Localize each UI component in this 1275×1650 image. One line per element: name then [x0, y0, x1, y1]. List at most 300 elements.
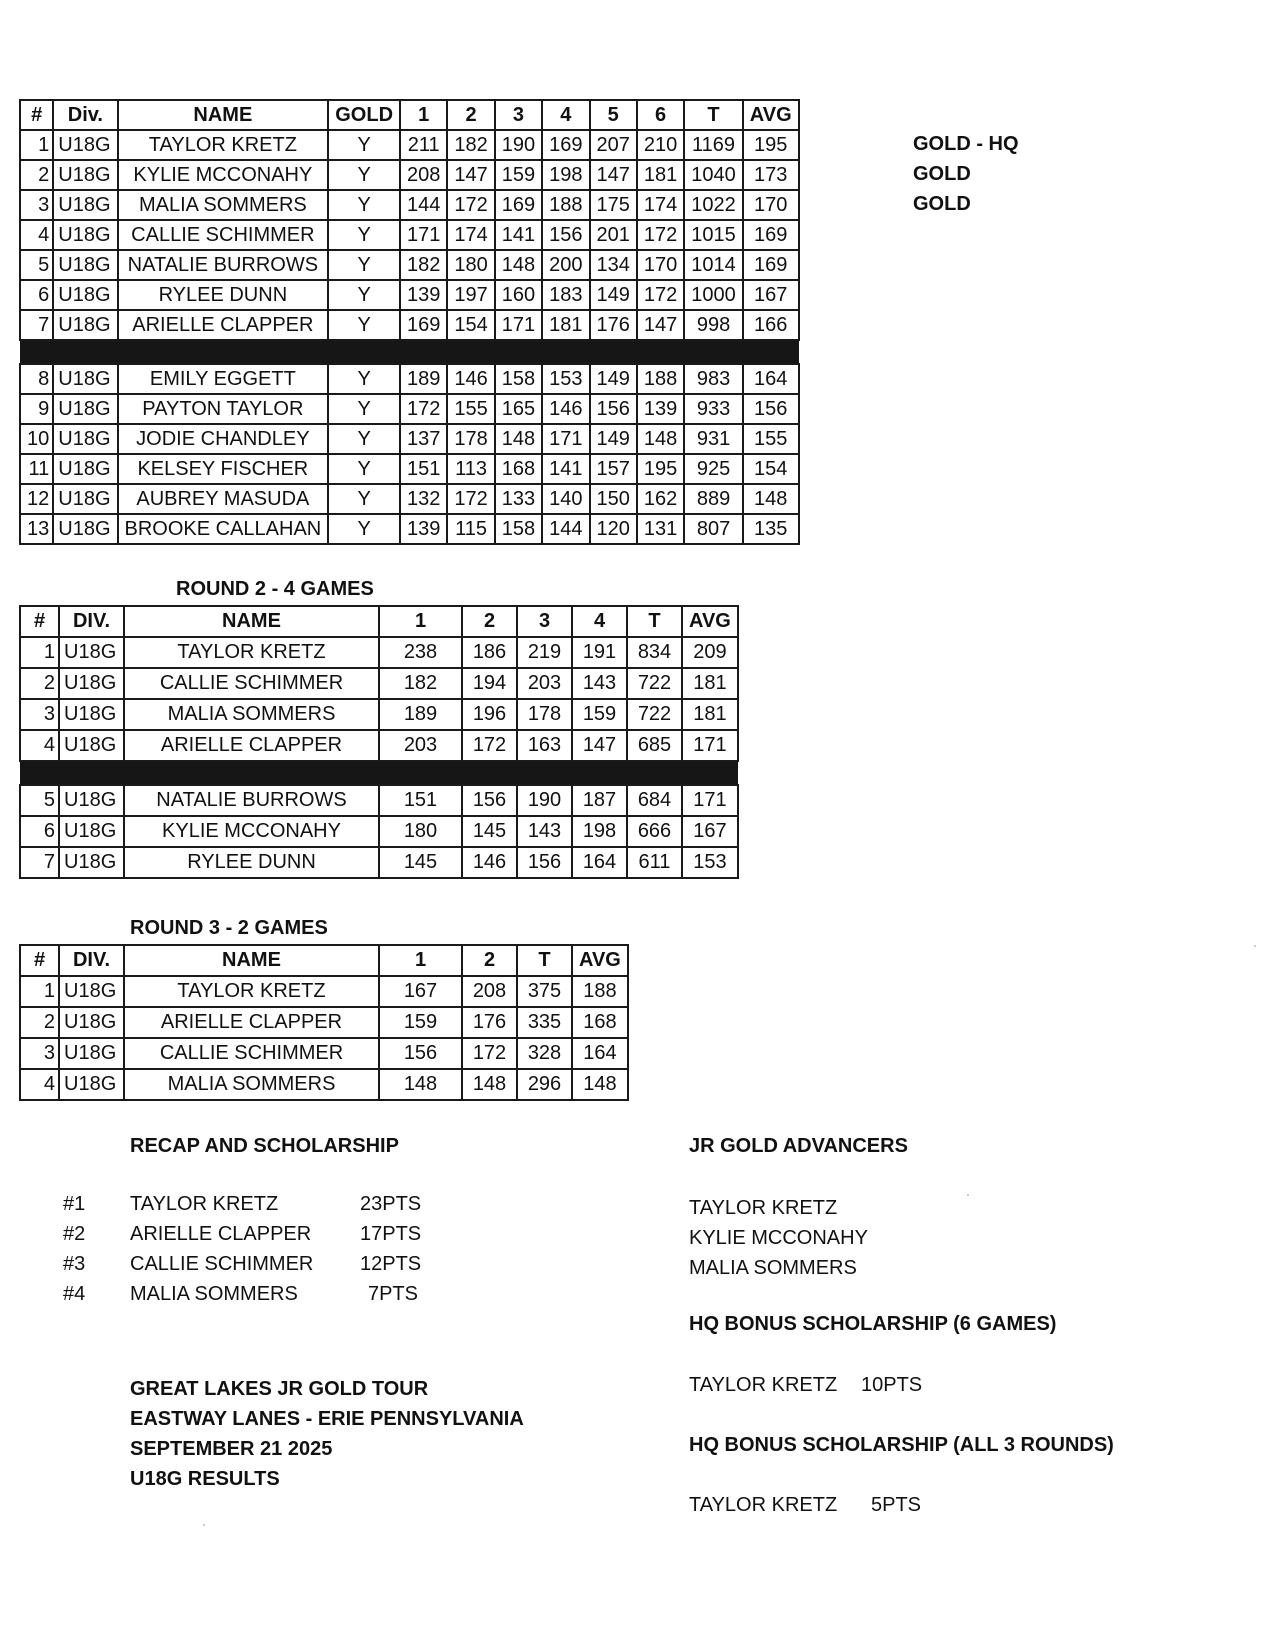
- game-score-cell: 187: [572, 785, 627, 816]
- game-score-cell: 203: [379, 730, 462, 761]
- recap-points: 17PTS: [360, 1223, 422, 1245]
- rank-cell: 7: [20, 847, 59, 878]
- game-score-cell: 140: [542, 484, 589, 514]
- table-row: [20, 364, 799, 394]
- col-header-gold: GOLD: [328, 100, 400, 130]
- game-score-cell: 156: [379, 1038, 462, 1069]
- game-score-cell: 144: [542, 514, 589, 544]
- advancer-item: TAYLOR KRETZ: [689, 1197, 838, 1219]
- game-score-cell: 188: [637, 364, 684, 394]
- game-score-cell: 178: [447, 424, 494, 454]
- average-cell: 167: [743, 280, 799, 310]
- gold-cell: Y: [328, 310, 400, 340]
- recap-points: 23PTS: [360, 1193, 422, 1215]
- average-cell: 148: [572, 1069, 628, 1100]
- round2-table: [19, 605, 739, 879]
- gold-cell: Y: [328, 394, 400, 424]
- total-cell: 889: [684, 484, 743, 514]
- game-score-cell: 164: [572, 847, 627, 878]
- average-cell: 135: [743, 514, 799, 544]
- name-cell: KELSEY FISCHER: [118, 454, 329, 484]
- game-score-cell: 148: [379, 1069, 462, 1100]
- game-score-cell: 132: [400, 484, 447, 514]
- total-cell: 684: [627, 785, 682, 816]
- division-cell: U18G: [53, 424, 117, 454]
- average-cell: 169: [743, 220, 799, 250]
- rank-cell: 5: [20, 250, 53, 280]
- round2-body: [20, 637, 738, 878]
- rank-cell: 1: [20, 637, 59, 668]
- col-header-rank: #: [20, 606, 59, 637]
- name-cell: CALLIE SCHIMMER: [124, 1038, 379, 1069]
- name-cell: ARIELLE CLAPPER: [118, 310, 329, 340]
- hq-bonus-6-title: HQ BONUS SCHOLARSHIP (6 GAMES): [689, 1313, 1057, 1335]
- event-division: U18G RESULTS: [130, 1468, 280, 1490]
- game-score-cell: 182: [379, 668, 462, 699]
- game-score-cell: 162: [637, 484, 684, 514]
- average-cell: 168: [572, 1007, 628, 1038]
- game-score-cell: 147: [637, 310, 684, 340]
- name-cell: TAYLOR KRETZ: [124, 637, 379, 668]
- col-header-name: NAME: [124, 606, 379, 637]
- rank-cell: 2: [20, 668, 59, 699]
- game-score-cell: 182: [447, 130, 494, 160]
- game-score-cell: 188: [542, 190, 589, 220]
- game-score-cell: 148: [462, 1069, 517, 1100]
- gold-cell: Y: [328, 160, 400, 190]
- game-score-cell: 113: [447, 454, 494, 484]
- average-cell: 167: [682, 816, 738, 847]
- rank-cell: 10: [20, 424, 53, 454]
- game-score-cell: 134: [590, 250, 637, 280]
- hq-bonus-all-title: HQ BONUS SCHOLARSHIP (ALL 3 ROUNDS): [689, 1434, 1114, 1456]
- col-header-rank: #: [20, 100, 53, 130]
- game-score-cell: 167: [379, 976, 462, 1007]
- hq-bonus-6-points: 10PTS: [861, 1374, 923, 1396]
- game-score-cell: 171: [495, 310, 542, 340]
- scan-speck: [967, 1194, 969, 1196]
- game-score-cell: 168: [495, 454, 542, 484]
- table-row: [20, 699, 738, 730]
- average-cell: 169: [743, 250, 799, 280]
- game-score-cell: 208: [462, 976, 517, 1007]
- col-header-total: T: [684, 100, 743, 130]
- game-score-cell: 120: [590, 514, 637, 544]
- division-cell: U18G: [53, 394, 117, 424]
- game-score-cell: 146: [447, 364, 494, 394]
- division-cell: U18G: [53, 364, 117, 394]
- game-score-cell: 169: [495, 190, 542, 220]
- game-score-cell: 183: [542, 280, 589, 310]
- rank-cell: 4: [20, 1069, 59, 1100]
- recap-name: TAYLOR KRETZ: [130, 1193, 279, 1215]
- round1-body: [20, 130, 799, 544]
- game-score-cell: 219: [517, 637, 572, 668]
- average-cell: 153: [682, 847, 738, 878]
- division-cell: U18G: [59, 1038, 124, 1069]
- division-cell: U18G: [53, 220, 117, 250]
- game-score-cell: 181: [637, 160, 684, 190]
- cutline-bar: [20, 761, 738, 785]
- rank-cell: 2: [20, 160, 53, 190]
- col-header-avg: AVG: [572, 945, 628, 976]
- rank-cell: 11: [20, 454, 53, 484]
- scan-speck: [203, 1524, 205, 1526]
- round3-header-row: [20, 945, 628, 976]
- name-cell: CALLIE SCHIMMER: [118, 220, 329, 250]
- total-cell: 1000: [684, 280, 743, 310]
- name-cell: TAYLOR KRETZ: [124, 976, 379, 1007]
- name-cell: RYLEE DUNN: [124, 847, 379, 878]
- total-cell: 925: [684, 454, 743, 484]
- table-row: [20, 454, 799, 484]
- game-score-cell: 147: [590, 160, 637, 190]
- game-score-cell: 137: [400, 424, 447, 454]
- recap-points: 7PTS: [367, 1283, 418, 1305]
- game-score-cell: 165: [495, 394, 542, 424]
- total-cell: 722: [627, 699, 682, 730]
- col-header-game2: 2: [462, 945, 517, 976]
- recap-name: MALIA SOMMERS: [130, 1283, 298, 1305]
- total-cell: 375: [517, 976, 572, 1007]
- division-cell: U18G: [53, 250, 117, 280]
- table-row: [20, 220, 799, 250]
- total-cell: 1040: [684, 160, 743, 190]
- gold-cell: Y: [328, 364, 400, 394]
- round1-header-row: [20, 100, 799, 130]
- cutline-separator: [20, 340, 799, 364]
- game-score-cell: 148: [495, 424, 542, 454]
- game-score-cell: 191: [572, 637, 627, 668]
- average-cell: 154: [743, 454, 799, 484]
- gold-cell: Y: [328, 280, 400, 310]
- game-score-cell: 208: [400, 160, 447, 190]
- name-cell: MALIA SOMMERS: [118, 190, 329, 220]
- average-cell: 170: [743, 190, 799, 220]
- round2-header-row: [20, 606, 738, 637]
- game-score-cell: 190: [495, 130, 542, 160]
- rank-cell: 3: [20, 190, 53, 220]
- round3-body: [20, 976, 628, 1100]
- col-header-name: NAME: [124, 945, 379, 976]
- game-score-cell: 159: [572, 699, 627, 730]
- hq-bonus-6-name: TAYLOR KRETZ: [689, 1374, 838, 1396]
- col-header-avg: AVG: [682, 606, 738, 637]
- game-score-cell: 207: [590, 130, 637, 160]
- table-row: [20, 190, 799, 220]
- division-cell: U18G: [53, 280, 117, 310]
- total-cell: 722: [627, 668, 682, 699]
- game-score-cell: 181: [542, 310, 589, 340]
- game-score-cell: 156: [542, 220, 589, 250]
- game-score-cell: 148: [637, 424, 684, 454]
- rank-cell: 4: [20, 220, 53, 250]
- total-cell: 834: [627, 637, 682, 668]
- table-row: [20, 668, 738, 699]
- division-cell: U18G: [53, 190, 117, 220]
- game-score-cell: 158: [495, 364, 542, 394]
- average-cell: 173: [743, 160, 799, 190]
- advancers-title: JR GOLD ADVANCERS: [689, 1135, 908, 1157]
- total-cell: 611: [627, 847, 682, 878]
- table-row: [20, 424, 799, 454]
- game-score-cell: 143: [517, 816, 572, 847]
- rank-cell: 3: [20, 699, 59, 730]
- recap-title: RECAP AND SCHOLARSHIP: [130, 1135, 399, 1157]
- name-cell: TAYLOR KRETZ: [118, 130, 329, 160]
- game-score-cell: 158: [495, 514, 542, 544]
- hq-bonus-all-points: 5PTS: [871, 1494, 922, 1516]
- recap-name: CALLIE SCHIMMER: [130, 1253, 314, 1275]
- game-score-cell: 163: [517, 730, 572, 761]
- game-score-cell: 145: [462, 816, 517, 847]
- game-score-cell: 151: [400, 454, 447, 484]
- game-score-cell: 150: [590, 484, 637, 514]
- division-cell: U18G: [59, 847, 124, 878]
- table-row: [20, 250, 799, 280]
- game-score-cell: 156: [517, 847, 572, 878]
- col-header-name: NAME: [118, 100, 329, 130]
- game-score-cell: 151: [379, 785, 462, 816]
- division-cell: U18G: [53, 484, 117, 514]
- game-score-cell: 180: [447, 250, 494, 280]
- game-score-cell: 172: [447, 484, 494, 514]
- division-cell: U18G: [53, 310, 117, 340]
- col-header-total: T: [517, 945, 572, 976]
- game-score-cell: 190: [517, 785, 572, 816]
- rank-cell: 8: [20, 364, 53, 394]
- advancer-item: KYLIE MCCONAHY: [689, 1227, 868, 1249]
- average-cell: 164: [572, 1038, 628, 1069]
- name-cell: PAYTON TAYLOR: [118, 394, 329, 424]
- game-score-cell: 189: [400, 364, 447, 394]
- table-row: [20, 847, 738, 878]
- name-cell: NATALIE BURROWS: [118, 250, 329, 280]
- game-score-cell: 172: [637, 280, 684, 310]
- col-header-div: Div.: [53, 100, 117, 130]
- average-cell: 181: [682, 699, 738, 730]
- game-score-cell: 201: [590, 220, 637, 250]
- scan-speck: [1254, 945, 1256, 947]
- rank-cell: 13: [20, 514, 53, 544]
- name-cell: JODIE CHANDLEY: [118, 424, 329, 454]
- col-header-div: DIV.: [59, 606, 124, 637]
- game-score-cell: 238: [379, 637, 462, 668]
- game-score-cell: 170: [637, 250, 684, 280]
- col-header-game2: 2: [462, 606, 517, 637]
- col-header-game1: 1: [379, 945, 462, 976]
- table-row: [20, 160, 799, 190]
- name-cell: MALIA SOMMERS: [124, 1069, 379, 1100]
- rank-cell: 7: [20, 310, 53, 340]
- game-score-cell: 210: [637, 130, 684, 160]
- game-score-cell: 176: [590, 310, 637, 340]
- cutline-bar: [20, 340, 799, 364]
- game-score-cell: 172: [637, 220, 684, 250]
- division-cell: U18G: [59, 976, 124, 1007]
- division-cell: U18G: [53, 160, 117, 190]
- table-row: [20, 484, 799, 514]
- average-cell: 148: [743, 484, 799, 514]
- table-row: [20, 310, 799, 340]
- game-score-cell: 178: [517, 699, 572, 730]
- game-score-cell: 147: [447, 160, 494, 190]
- division-cell: U18G: [59, 816, 124, 847]
- rank-cell: 4: [20, 730, 59, 761]
- game-score-cell: 144: [400, 190, 447, 220]
- game-score-cell: 172: [462, 730, 517, 761]
- average-cell: 171: [682, 785, 738, 816]
- col-header-game2: 2: [447, 100, 494, 130]
- table-row: [20, 1007, 628, 1038]
- gold-cell: Y: [328, 220, 400, 250]
- gold-cell: Y: [328, 484, 400, 514]
- average-cell: 209: [682, 637, 738, 668]
- division-cell: U18G: [53, 514, 117, 544]
- gold-cell: Y: [328, 424, 400, 454]
- table-row: [20, 785, 738, 816]
- game-score-cell: 156: [590, 394, 637, 424]
- recap-points: 12PTS: [360, 1253, 422, 1275]
- game-score-cell: 147: [572, 730, 627, 761]
- game-score-cell: 149: [590, 280, 637, 310]
- gold-cell: Y: [328, 514, 400, 544]
- table-row: [20, 816, 738, 847]
- event-venue: EASTWAY LANES - ERIE PENNSYLVANIA: [130, 1408, 524, 1430]
- game-score-cell: 156: [462, 785, 517, 816]
- game-score-cell: 203: [517, 668, 572, 699]
- total-cell: 931: [684, 424, 743, 454]
- gold-cell: Y: [328, 454, 400, 484]
- total-cell: 983: [684, 364, 743, 394]
- game-score-cell: 143: [572, 668, 627, 699]
- table-row: [20, 637, 738, 668]
- game-score-cell: 146: [542, 394, 589, 424]
- rank-cell: 2: [20, 1007, 59, 1038]
- col-header-game1: 1: [400, 100, 447, 130]
- division-cell: U18G: [59, 637, 124, 668]
- round3-table: [19, 944, 629, 1101]
- recap-name: ARIELLE CLAPPER: [130, 1223, 312, 1245]
- game-score-cell: 149: [590, 364, 637, 394]
- qualifier-note: GOLD: [913, 163, 971, 185]
- table-row: [20, 730, 738, 761]
- game-score-cell: 160: [495, 280, 542, 310]
- average-cell: 155: [743, 424, 799, 454]
- col-header-avg: AVG: [743, 100, 799, 130]
- division-cell: U18G: [59, 1007, 124, 1038]
- name-cell: EMILY EGGETT: [118, 364, 329, 394]
- game-score-cell: 133: [495, 484, 542, 514]
- game-score-cell: 146: [462, 847, 517, 878]
- game-score-cell: 176: [462, 1007, 517, 1038]
- name-cell: MALIA SOMMERS: [124, 699, 379, 730]
- col-header-game5: 5: [590, 100, 637, 130]
- name-cell: CALLIE SCHIMMER: [124, 668, 379, 699]
- game-score-cell: 194: [462, 668, 517, 699]
- game-score-cell: 149: [590, 424, 637, 454]
- event-info: [130, 1374, 524, 1494]
- table-row: [20, 394, 799, 424]
- division-cell: U18G: [59, 668, 124, 699]
- game-score-cell: 148: [495, 250, 542, 280]
- name-cell: ARIELLE CLAPPER: [124, 730, 379, 761]
- average-cell: 166: [743, 310, 799, 340]
- col-header-game4: 4: [542, 100, 589, 130]
- game-score-cell: 131: [637, 514, 684, 544]
- game-score-cell: 153: [542, 364, 589, 394]
- name-cell: ARIELLE CLAPPER: [124, 1007, 379, 1038]
- total-cell: 1169: [684, 130, 743, 160]
- gold-cell: Y: [328, 250, 400, 280]
- rank-cell: 6: [20, 280, 53, 310]
- total-cell: 296: [517, 1069, 572, 1100]
- game-score-cell: 196: [462, 699, 517, 730]
- recap-place: #2: [63, 1223, 86, 1245]
- average-cell: 181: [682, 668, 738, 699]
- average-cell: 195: [743, 130, 799, 160]
- game-score-cell: 198: [542, 160, 589, 190]
- total-cell: 666: [627, 816, 682, 847]
- game-score-cell: 174: [637, 190, 684, 220]
- total-cell: 685: [627, 730, 682, 761]
- average-cell: 171: [682, 730, 738, 761]
- game-score-cell: 195: [637, 454, 684, 484]
- game-score-cell: 197: [447, 280, 494, 310]
- rank-cell: 12: [20, 484, 53, 514]
- total-cell: 335: [517, 1007, 572, 1038]
- game-score-cell: 139: [400, 280, 447, 310]
- game-score-cell: 182: [400, 250, 447, 280]
- average-cell: 164: [743, 364, 799, 394]
- table-row: [20, 514, 799, 544]
- qualifier-note: GOLD - HQ: [913, 133, 1019, 155]
- game-score-cell: 139: [637, 394, 684, 424]
- game-score-cell: 198: [572, 816, 627, 847]
- game-score-cell: 139: [400, 514, 447, 544]
- col-header-div: DIV.: [59, 945, 124, 976]
- average-cell: 156: [743, 394, 799, 424]
- recap-place: #4: [63, 1283, 86, 1305]
- total-cell: 998: [684, 310, 743, 340]
- table-row: [20, 280, 799, 310]
- division-cell: U18G: [59, 699, 124, 730]
- game-score-cell: 200: [542, 250, 589, 280]
- game-score-cell: 211: [400, 130, 447, 160]
- round1-table: [19, 99, 800, 545]
- game-score-cell: 171: [400, 220, 447, 250]
- recap-place: #1: [63, 1193, 86, 1215]
- game-score-cell: 172: [400, 394, 447, 424]
- average-cell: 188: [572, 976, 628, 1007]
- table-row: [20, 1038, 628, 1069]
- round2-title: ROUND 2 - 4 GAMES: [176, 578, 374, 600]
- rank-cell: 5: [20, 785, 59, 816]
- gold-cell: Y: [328, 130, 400, 160]
- table-row: [20, 130, 799, 160]
- total-cell: 933: [684, 394, 743, 424]
- game-score-cell: 169: [542, 130, 589, 160]
- total-cell: 1014: [684, 250, 743, 280]
- game-score-cell: 159: [379, 1007, 462, 1038]
- game-score-cell: 172: [462, 1038, 517, 1069]
- col-header-total: T: [627, 606, 682, 637]
- col-header-rank: #: [20, 945, 59, 976]
- name-cell: KYLIE MCCONAHY: [118, 160, 329, 190]
- game-score-cell: 154: [447, 310, 494, 340]
- table-row: [20, 976, 628, 1007]
- recap-place: #3: [63, 1253, 86, 1275]
